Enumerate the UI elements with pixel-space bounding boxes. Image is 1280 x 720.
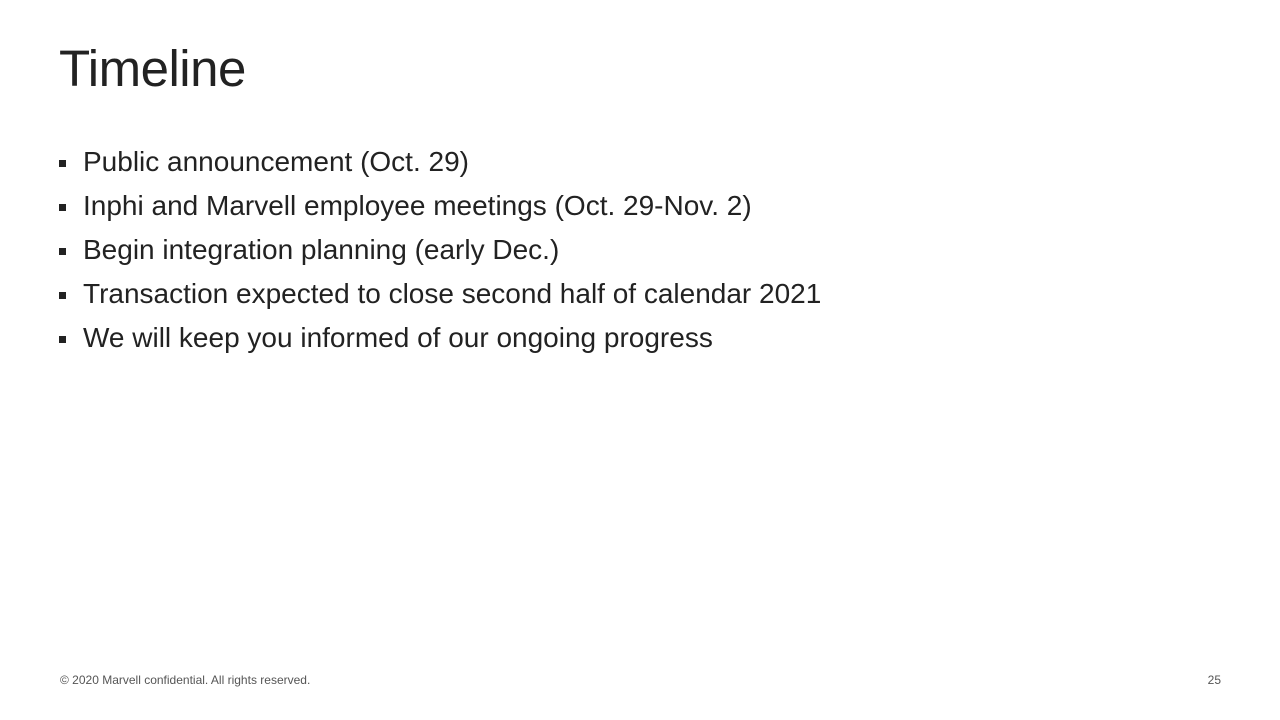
footer-copyright: © 2020 Marvell confidential. All rights reserved. bbox=[60, 673, 311, 687]
bullet-item bbox=[59, 140, 821, 184]
bullet-text: Inphi and Marvell employee meetings (Oct. 29-Nov. 2) bbox=[83, 190, 752, 221]
bullet-item bbox=[59, 184, 821, 228]
bullet-text: Public announcement (Oct. 29) bbox=[83, 146, 469, 177]
square-bullet-icon bbox=[59, 292, 66, 299]
bullet-item bbox=[59, 272, 821, 316]
square-bullet-icon bbox=[59, 336, 66, 343]
square-bullet-icon bbox=[59, 160, 66, 167]
bullet-list bbox=[59, 140, 821, 360]
bullet-item bbox=[59, 228, 821, 272]
bullet-text: Transaction expected to close second half of calendar 2021 bbox=[83, 278, 822, 309]
bullet-text: Begin integration planning (early Dec.) bbox=[83, 234, 560, 265]
square-bullet-icon bbox=[59, 204, 66, 211]
page-number: 25 bbox=[1207, 673, 1221, 687]
bullet-item bbox=[59, 316, 821, 360]
bullet-text: We will keep you informed of our ongoing progress bbox=[83, 322, 713, 353]
square-bullet-icon bbox=[59, 248, 66, 255]
slide-title: Timeline bbox=[59, 40, 246, 97]
